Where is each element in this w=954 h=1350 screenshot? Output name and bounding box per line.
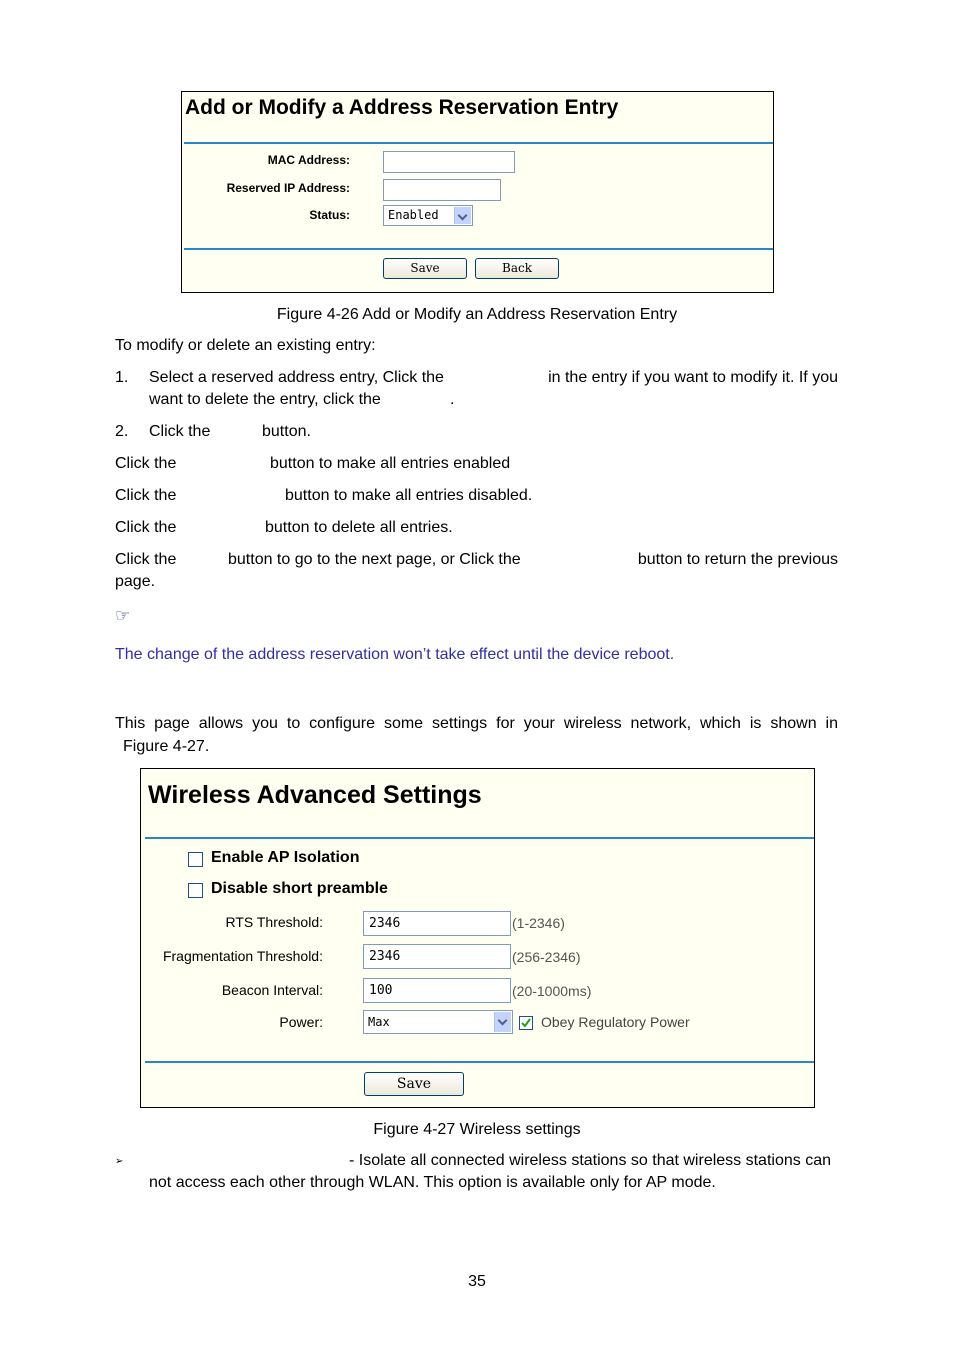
chevron-down-icon[interactable] [454, 207, 471, 224]
step1-text-d: . [450, 391, 455, 408]
wireless-intro-text: This page allows you to configure some settings for your wireless network, which is shown in [115, 715, 838, 732]
short-preamble-checkbox[interactable] [188, 883, 203, 898]
address-reservation-panel [181, 91, 774, 293]
beacon-interval-label: Beacon Interval: [221, 982, 323, 998]
enable-all-text-b: button to make all entries enabled [270, 455, 511, 472]
divider [184, 248, 773, 250]
mac-address-label: MAC Address: [267, 153, 350, 167]
beacon-interval-input[interactable]: 100 [363, 978, 511, 1003]
step-number: 1. [115, 369, 129, 386]
save-button[interactable]: Save [364, 1072, 464, 1096]
step-number: 2. [115, 423, 129, 440]
reserved-ip-input[interactable] [383, 179, 501, 201]
delete-all-text-b: button to delete all entries. [265, 519, 453, 536]
rts-threshold-label: RTS Threshold: [225, 914, 323, 930]
rts-threshold-hint: (1-2346) [512, 915, 565, 931]
obey-regulatory-power-checkbox[interactable] [519, 1016, 533, 1030]
fragmentation-threshold-hint: (256-2346) [512, 949, 581, 965]
page-number: 35 [468, 1273, 486, 1290]
status-selected-value: Enabled [388, 208, 439, 222]
fragmentation-threshold-input[interactable]: 2346 [363, 944, 511, 969]
step1-text-c: want to delete the entry, click the [149, 391, 381, 408]
divider [184, 142, 773, 144]
panel-title: Wireless Advanced Settings [148, 781, 482, 809]
next-page-text-a: Click the [115, 551, 177, 568]
status-select[interactable] [383, 205, 473, 226]
ap-isolation-description-cont: not access each other through WLAN. This option is available only for AP mode. [149, 1174, 716, 1191]
step1-text-a: Select a reserved address entry, Click the [149, 369, 444, 386]
figure-caption: Figure 4-26 Add or Modify an Address Reservation Entry [276, 306, 678, 323]
beacon-interval-hint: (20-1000ms) [512, 983, 592, 999]
next-page-text-d: page. [115, 573, 156, 590]
power-label: Power: [279, 1014, 323, 1030]
figure-caption: Figure 4-27 Wireless settings [373, 1121, 581, 1138]
enable-all-text-a: Click the [115, 455, 177, 472]
next-page-text-b: button to go to the next page, or Click the [228, 551, 521, 568]
fragmentation-threshold-label: Fragmentation Threshold: [162, 948, 323, 964]
power-select[interactable] [363, 1010, 513, 1034]
disable-all-text-b: button to make all entries disabled. [285, 487, 533, 504]
disable-all-text-a: Click the [115, 487, 177, 504]
bullet-arrow-icon: ➢ [115, 1156, 124, 1167]
intro-text: To modify or delete an existing entry: [115, 337, 376, 354]
divider [145, 1061, 814, 1063]
mac-address-input[interactable] [383, 151, 515, 173]
checkmark-icon [520, 1017, 532, 1029]
ap-isolation-description: - Isolate all connected wireless stations so that wireless stations can [348, 1152, 831, 1169]
step2-text-a: Click the [149, 423, 211, 440]
save-button[interactable]: Save [383, 258, 467, 279]
back-button[interactable]: Back [475, 258, 559, 279]
delete-all-text-a: Click the [115, 519, 177, 536]
panel-title: Add or Modify a Address Reservation Entry [185, 96, 619, 119]
divider [145, 837, 814, 839]
status-label: Status: [309, 208, 350, 222]
wireless-advanced-panel [140, 768, 815, 1108]
step1-text-b: in the entry if you want to modify it. If you [548, 369, 838, 386]
rts-threshold-input[interactable]: 2346 [363, 911, 511, 936]
ap-isolation-checkbox[interactable] [188, 852, 203, 867]
note-text: The change of the address reservation won’t take effect until the device reboot. [115, 646, 675, 663]
chevron-down-icon[interactable] [494, 1012, 511, 1032]
short-preamble-label: Disable short preamble [211, 880, 388, 897]
reserved-ip-label: Reserved IP Address: [226, 181, 350, 195]
hand-pointer-icon: ☞ [115, 606, 131, 626]
obey-regulatory-power-label: Obey Regulatory Power [541, 1014, 690, 1030]
step2-text-b: button. [262, 423, 311, 440]
wireless-intro-text-cont: Figure 4-27. [123, 738, 210, 755]
power-selected-value: Max [368, 1015, 390, 1029]
next-page-text-c: button to return the previous [637, 551, 838, 568]
ap-isolation-label: Enable AP Isolation [211, 849, 360, 866]
